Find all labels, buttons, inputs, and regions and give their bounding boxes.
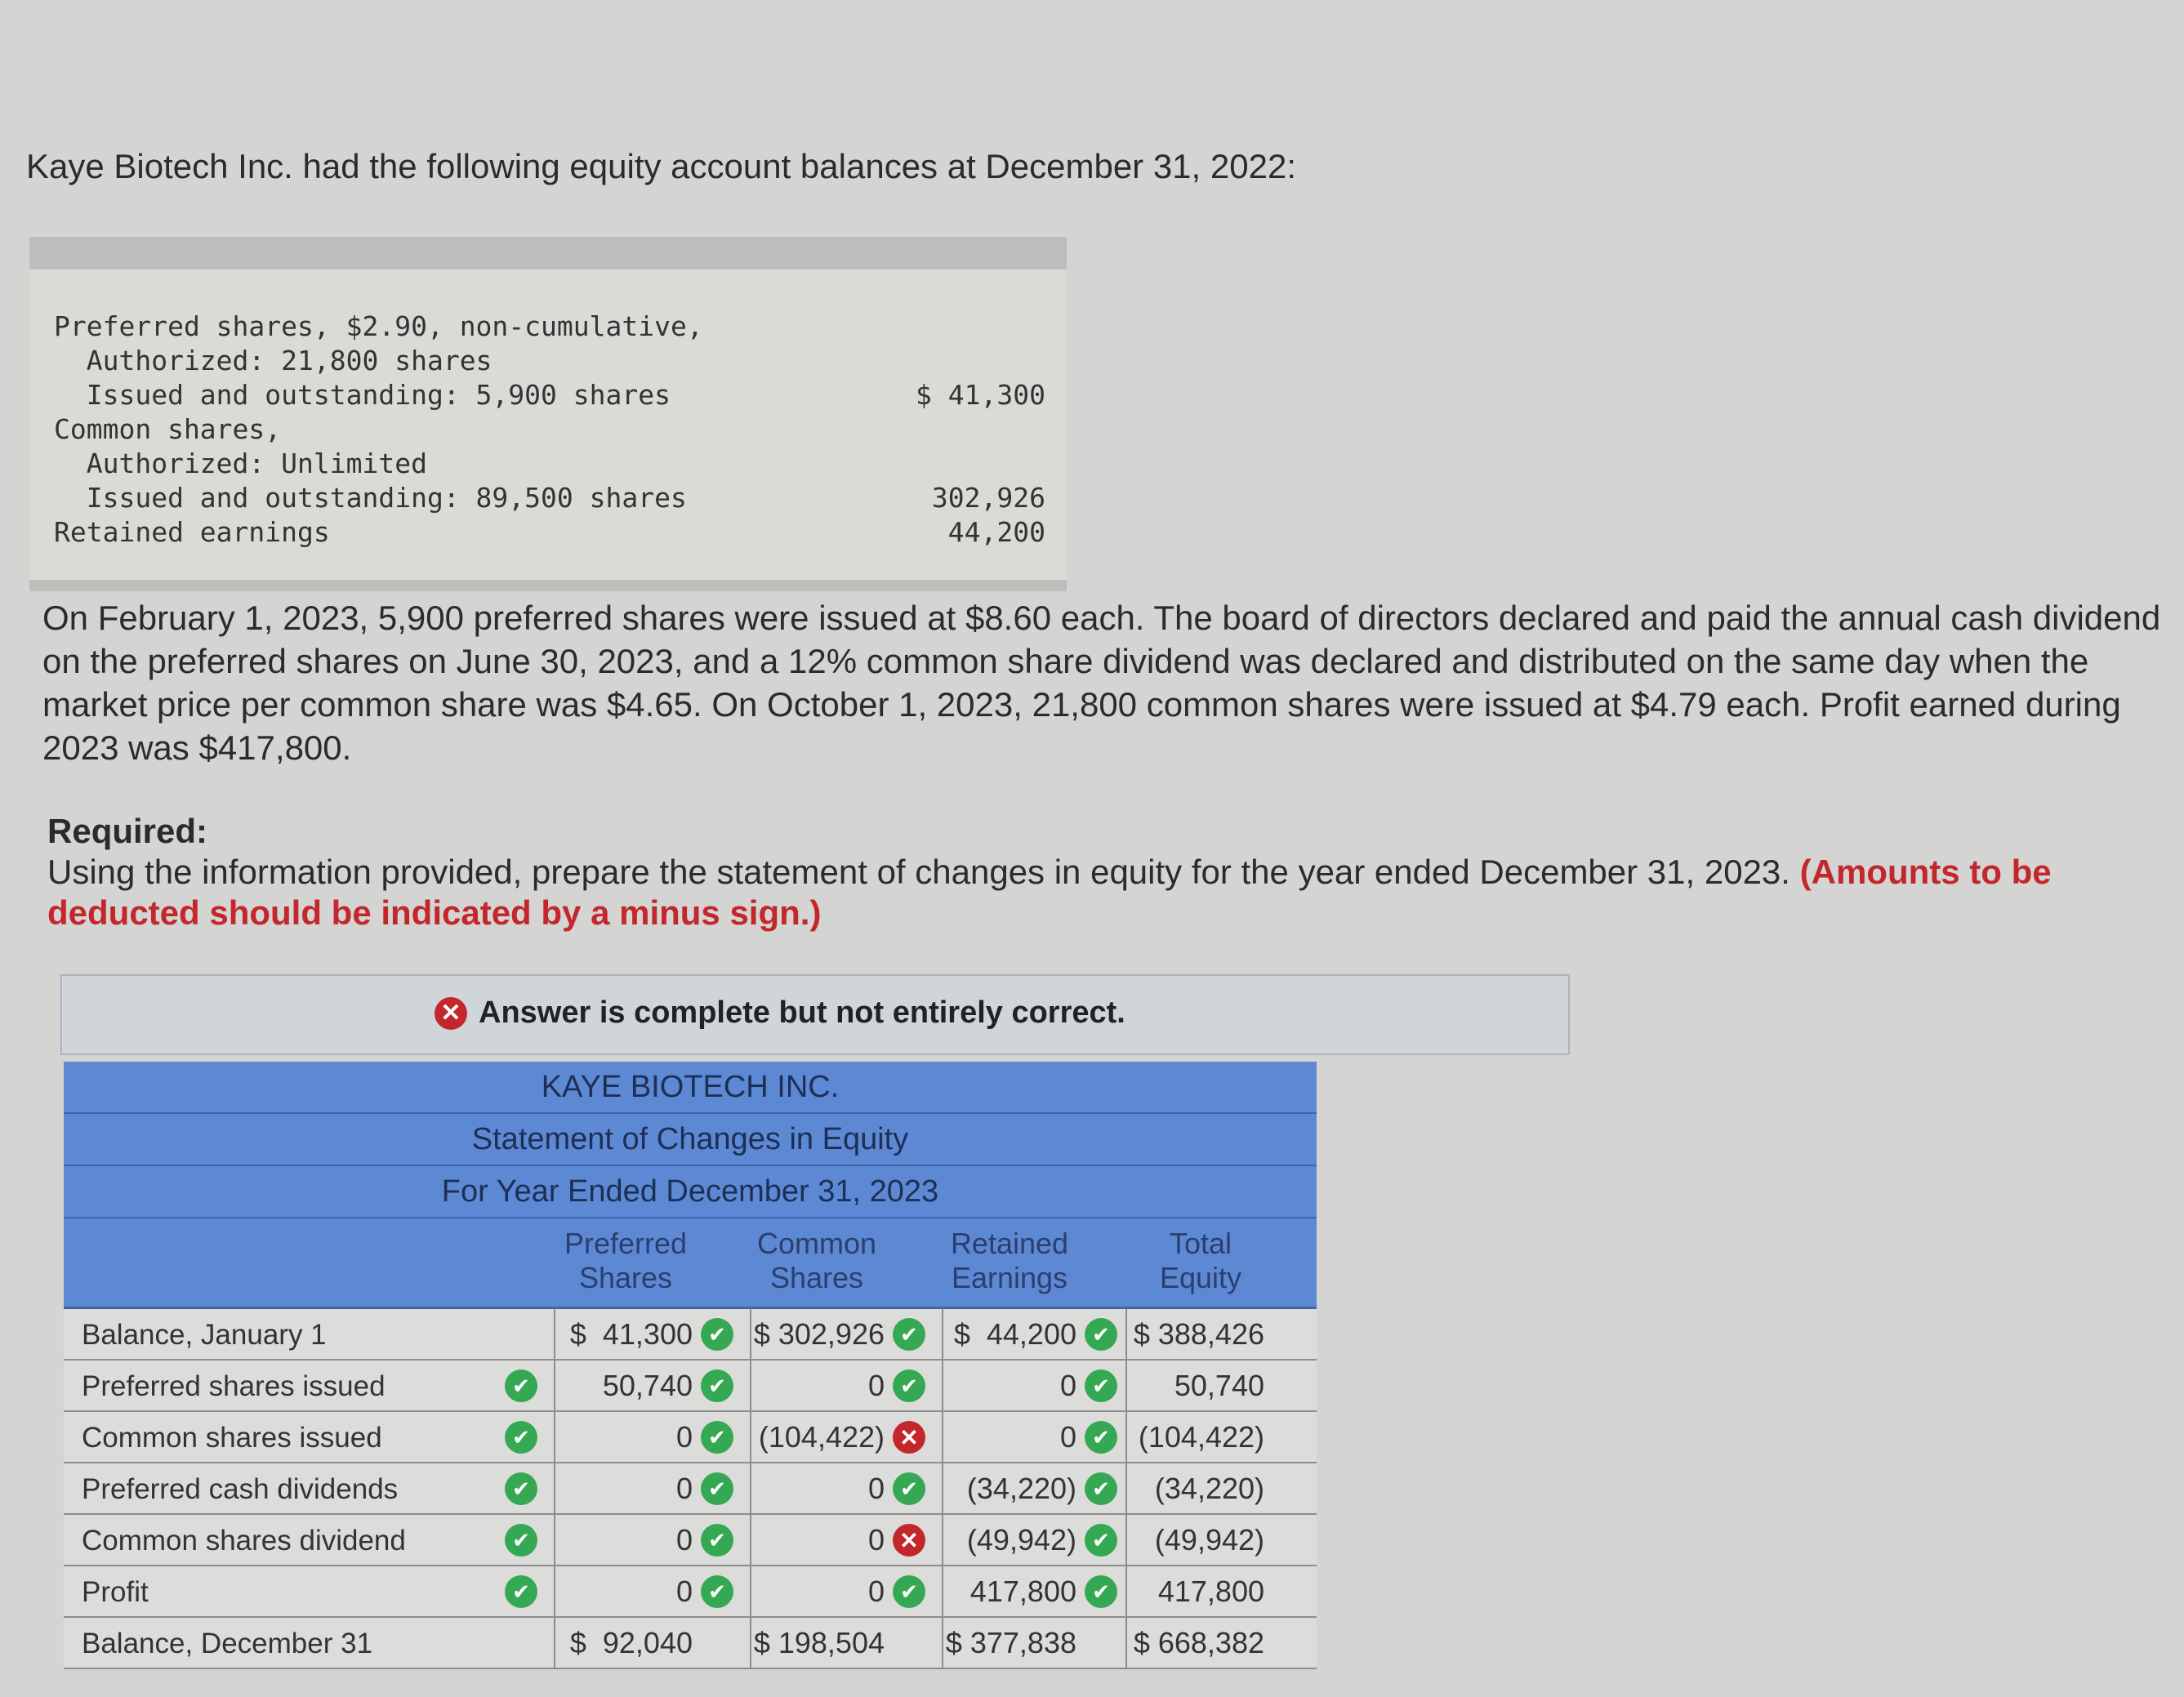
check-icon: ✔ — [1085, 1575, 1117, 1608]
table-row — [64, 1309, 1317, 1361]
column-divider — [554, 1566, 555, 1616]
column-divider — [750, 1361, 751, 1410]
problem-paragraph: On February 1, 2023, 5,900 preferred shares were issued at $8.60 each. The board of directors declared and paid the annual cash dividend on the preferred shares on June 30, 2023, and a 12% common share dividend was declared and distributed on the same day when the market price per common share was $4.65. On October 1, 2023, 21,800 common shares were issued at $4.79 each. Profit earned during 2023 was $417,800. — [42, 599, 2161, 767]
amount-input: 417,800 — [1157, 1575, 1264, 1608]
column-divider — [942, 1566, 943, 1616]
check-icon: ✔ — [1085, 1318, 1117, 1351]
amount-input[interactable]: $ 377,838 — [945, 1626, 1076, 1659]
amount-input: (104,422) — [1138, 1420, 1264, 1454]
feedback-text: Answer is complete but not entirely correct. — [479, 995, 1125, 1030]
balance-amount: $ 41,300 — [916, 379, 1045, 411]
column-header: Retained Earnings — [950, 1227, 1069, 1294]
amount-input[interactable]: $ 198,504 — [753, 1626, 885, 1659]
check-icon: ✔ — [893, 1370, 925, 1402]
amount-input[interactable]: (104,422) — [758, 1420, 885, 1454]
row-label[interactable]: Preferred shares issued — [82, 1370, 386, 1402]
check-icon: ✔ — [1085, 1370, 1117, 1402]
balance-label: Issued and outstanding: 5,900 shares — [54, 379, 671, 411]
column-divider — [750, 1566, 751, 1616]
row-label[interactable]: Common shares dividend — [82, 1525, 406, 1557]
column-divider — [750, 1412, 751, 1462]
column-header: Common Shares — [756, 1227, 877, 1294]
balances-table — [29, 237, 1067, 591]
statement-rows — [64, 1309, 1317, 1669]
required-heading: Required: — [47, 812, 208, 850]
amount-input[interactable]: $ 41,300 — [569, 1317, 693, 1351]
column-divider — [750, 1618, 751, 1668]
row-label[interactable]: Common shares issued — [82, 1422, 382, 1454]
balance-label: Authorized: Unlimited — [54, 448, 427, 479]
column-divider — [554, 1412, 555, 1462]
x-circle-icon: ✕ — [893, 1524, 925, 1557]
column-header: Total Equity — [1159, 1227, 1242, 1294]
column-divider — [554, 1618, 555, 1668]
check-icon: ✔ — [505, 1524, 537, 1557]
amount-input: (49,942) — [1154, 1523, 1264, 1557]
check-icon: ✔ — [505, 1421, 537, 1454]
intro-text: Kaye Biotech Inc. had the following equity account balances at December 31, 2022: — [26, 147, 1296, 185]
column-divider — [942, 1309, 943, 1359]
amount-input[interactable]: 0 — [675, 1575, 693, 1608]
column-headers — [64, 1218, 1317, 1309]
check-icon: ✔ — [893, 1318, 925, 1351]
company-name: KAYE BIOTECH INC. — [64, 1062, 1317, 1114]
column-divider — [942, 1412, 943, 1462]
x-circle-icon: ✕ — [893, 1421, 925, 1454]
check-icon: ✔ — [701, 1421, 733, 1454]
amount-input[interactable]: 0 — [1059, 1369, 1076, 1402]
column-divider — [750, 1463, 751, 1513]
balance-label: Common shares, — [54, 413, 282, 445]
amount-input[interactable]: $ 302,926 — [753, 1317, 885, 1351]
column-divider — [554, 1309, 555, 1359]
amount-input[interactable]: 0 — [1059, 1420, 1076, 1454]
column-divider — [554, 1463, 555, 1513]
row-label[interactable]: Profit — [82, 1576, 149, 1608]
check-icon: ✔ — [505, 1370, 537, 1402]
x-circle-icon: ✕ — [435, 997, 467, 1030]
check-icon: ✔ — [505, 1575, 537, 1608]
amount-input: (34,220) — [1154, 1472, 1264, 1505]
check-icon: ✔ — [701, 1472, 733, 1505]
amount-input[interactable]: 0 — [867, 1472, 885, 1505]
amount-input[interactable]: 0 — [867, 1523, 885, 1557]
check-icon: ✔ — [1085, 1472, 1117, 1505]
amount-input[interactable]: 0 — [675, 1420, 693, 1454]
table-row — [64, 1515, 1317, 1566]
statement-table — [64, 1062, 1317, 1669]
amount-input: $ 668,382 — [1133, 1626, 1264, 1659]
check-icon: ✔ — [701, 1370, 733, 1402]
column-divider — [1125, 1566, 1127, 1616]
required-text: Using the information provided, prepare the statement of changes in equity for the year ended December 31, 2023. — [47, 853, 1790, 891]
table-row — [64, 1412, 1317, 1463]
balance-amount: 44,200 — [947, 516, 1045, 548]
column-divider — [1125, 1618, 1127, 1668]
amount-input[interactable]: 0 — [867, 1575, 885, 1608]
check-icon: ✔ — [505, 1472, 537, 1505]
table-row — [64, 1566, 1317, 1618]
required-note: (Amounts to be deducted should be indicated by a minus sign.) — [47, 853, 2052, 932]
balance-label: Authorized: 21,800 shares — [54, 345, 493, 376]
column-divider — [1125, 1361, 1127, 1410]
required-section — [47, 811, 2171, 933]
check-icon: ✔ — [1085, 1524, 1117, 1557]
column-divider — [750, 1309, 751, 1359]
balance-amount: 302,926 — [931, 482, 1045, 514]
column-divider — [942, 1618, 943, 1668]
column-divider — [942, 1515, 943, 1565]
amount-input: $ 388,426 — [1133, 1317, 1264, 1351]
amount-input[interactable]: (34,220) — [966, 1472, 1076, 1505]
row-label[interactable]: Preferred cash dividends — [82, 1473, 399, 1505]
table-row — [64, 1361, 1317, 1412]
amount-input[interactable]: (49,942) — [966, 1523, 1076, 1557]
check-icon: ✔ — [701, 1318, 733, 1351]
amount-input[interactable]: 0 — [675, 1472, 693, 1505]
column-header: Preferred Shares — [564, 1227, 688, 1294]
table-row — [64, 1463, 1317, 1515]
table-row — [64, 1618, 1317, 1669]
column-divider — [1125, 1309, 1127, 1359]
statement-period: For Year Ended December 31, 2023 — [64, 1166, 1317, 1218]
amount-input[interactable]: 417,800 — [969, 1575, 1076, 1608]
amount-input: 50,740 — [1174, 1369, 1264, 1402]
column-divider — [554, 1361, 555, 1410]
balance-label: Retained earnings — [54, 516, 330, 548]
check-icon: ✔ — [893, 1575, 925, 1608]
check-icon: ✔ — [701, 1524, 733, 1557]
statement-title: Statement of Changes in Equity — [64, 1114, 1317, 1166]
feedback-banner — [60, 974, 1570, 1055]
balance-label: Issued and outstanding: 89,500 shares — [54, 482, 687, 514]
check-icon: ✔ — [893, 1472, 925, 1505]
amount-input[interactable]: 0 — [675, 1523, 693, 1557]
column-divider — [1125, 1463, 1127, 1513]
amount-input[interactable]: $ 92,040 — [569, 1626, 693, 1659]
balance-label: Preferred shares, $2.90, non-cumulative, — [54, 310, 703, 342]
row-label[interactable]: Balance, January 1 — [82, 1319, 327, 1351]
amount-input[interactable]: 50,740 — [602, 1369, 693, 1402]
column-divider — [942, 1361, 943, 1410]
row-label[interactable]: Balance, December 31 — [82, 1628, 373, 1659]
column-divider — [750, 1515, 751, 1565]
check-icon: ✔ — [1085, 1421, 1117, 1454]
column-divider — [1125, 1515, 1127, 1565]
column-divider — [942, 1463, 943, 1513]
amount-input[interactable]: $ 44,200 — [953, 1317, 1076, 1351]
column-divider — [1125, 1412, 1127, 1462]
check-icon: ✔ — [701, 1575, 733, 1608]
amount-input[interactable]: 0 — [867, 1369, 885, 1402]
column-divider — [554, 1515, 555, 1565]
